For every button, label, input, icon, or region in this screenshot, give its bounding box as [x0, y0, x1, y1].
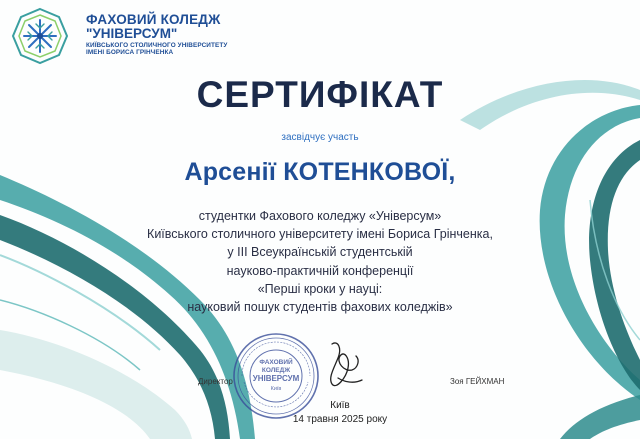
- recipient-name: Арсенії КОТЕНКОВОЇ,: [184, 158, 456, 186]
- seal-line3: УНІВЕРСУМ: [252, 374, 300, 383]
- university-line1: КИЇВСЬКОГО СТОЛИЧНОГО УНІВЕРСИТЕТУ: [86, 42, 228, 50]
- certificate-title: СЕРТИФІКАТ: [196, 74, 444, 115]
- seal-line2: КОЛЕДЖ: [261, 367, 291, 374]
- college-header: [86, 13, 227, 57]
- body-line: студентки Фахового коледжу «Універсум»: [198, 209, 442, 223]
- college-name-line1: ФАХОВИЙ КОЛЕДЖ: [86, 12, 221, 27]
- issue-date: 14 травня 2025 року: [292, 414, 388, 425]
- signer-name: Зоя ГЕЙХМАН: [450, 377, 505, 386]
- signatory-position: Директор: [198, 377, 233, 386]
- body-line: «Перші кроки у науці:: [257, 281, 383, 296]
- certificate-body: [0, 207, 640, 316]
- body-line: науково-практичній конференції: [226, 263, 414, 278]
- certificate-subtitle: засвідчує участь: [281, 132, 359, 143]
- body-line: у ІІІ Всеукраїнській студентській: [227, 245, 413, 260]
- body-line: науковий пошук студентів фахових коледжів»: [187, 300, 453, 315]
- snowflake-logo-icon: [10, 6, 70, 66]
- director-signature: [318, 338, 368, 394]
- body-line: Київського столичного університету імені Бориса Грінченка,: [147, 227, 493, 242]
- seal-line1: ФАХОВИЙ: [259, 359, 293, 366]
- seal-line4: Київ: [270, 386, 282, 392]
- issue-city: Київ: [330, 400, 350, 411]
- official-seal-stamp: [230, 330, 322, 422]
- university-line2: ІМЕНІ БОРИСА ГРІНЧЕНКА: [86, 49, 174, 57]
- college-name-line2: "УНІВЕРСУМ": [86, 26, 178, 42]
